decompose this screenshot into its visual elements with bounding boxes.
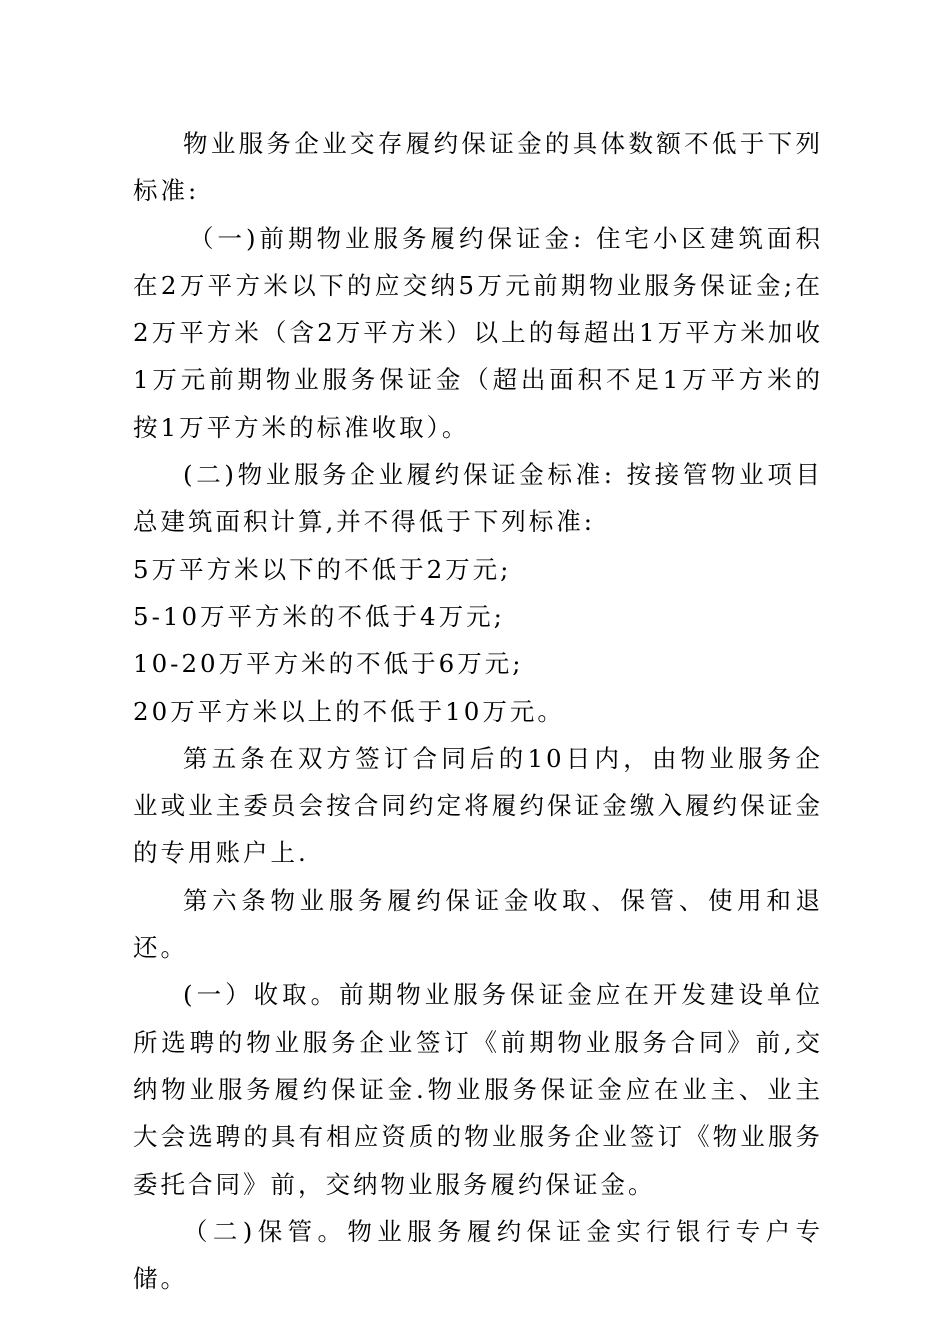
standard-line-2: 5-10万平方米的不低于4万元; [133, 601, 505, 631]
paragraph-item-1: （一)前期物业服务履约保证金: 住宅小区建筑面积在2万平方米以下的应交纳5万元前期物业服务保证金;在2万平方米（含2万平方米）以上的每超出1万平方米加收1万元前期物业服务保证金（超出面积不足1万平方米的按1万平方米的标准收取）。 [133, 223, 823, 442]
paragraph-item-2: (二)物业服务企业履约保证金标准: 按接管物业项目总建筑面积计算,并不得低于下列标准: [133, 460, 823, 537]
paragraph-intro: 物业服务企业交存履约保证金的具体数额不低于下列标准: [133, 129, 823, 206]
paragraph-article-6: 第六条物业服务履约保证金收取、保管、使用和退还。 [133, 885, 823, 963]
paragraph-custody: （二)保管。物业服务履约保证金实行银行专户专储。 [133, 1216, 823, 1294]
paragraph-collection: (一）收取。前期物业服务保证金应在开发建设单位所选聘的物业服务企业签订《前期物业服务合同》前,交纳物业服务履约保证金.物业服务保证金应在业主、业主大会选聘的具有相应资质的物业服务企业签订《物业服务委托合同》前，交纳物业服务履约保证金。 [133, 980, 823, 1199]
document-body [133, 120, 823, 1302]
standard-line-3: 10-20万平方米的不低于6万元; [133, 649, 524, 679]
standard-line-1: 5万平方米以下的不低于2万元; [133, 554, 512, 584]
paragraph-article-5: 第五条在双方签订合同后的10日内，由物业服务企业或业主委员会按合同约定将履约保证金缴入履约保证金的专用账户上. [133, 743, 823, 868]
standard-line-4: 20万平方米以上的不低于10万元。 [133, 696, 565, 726]
